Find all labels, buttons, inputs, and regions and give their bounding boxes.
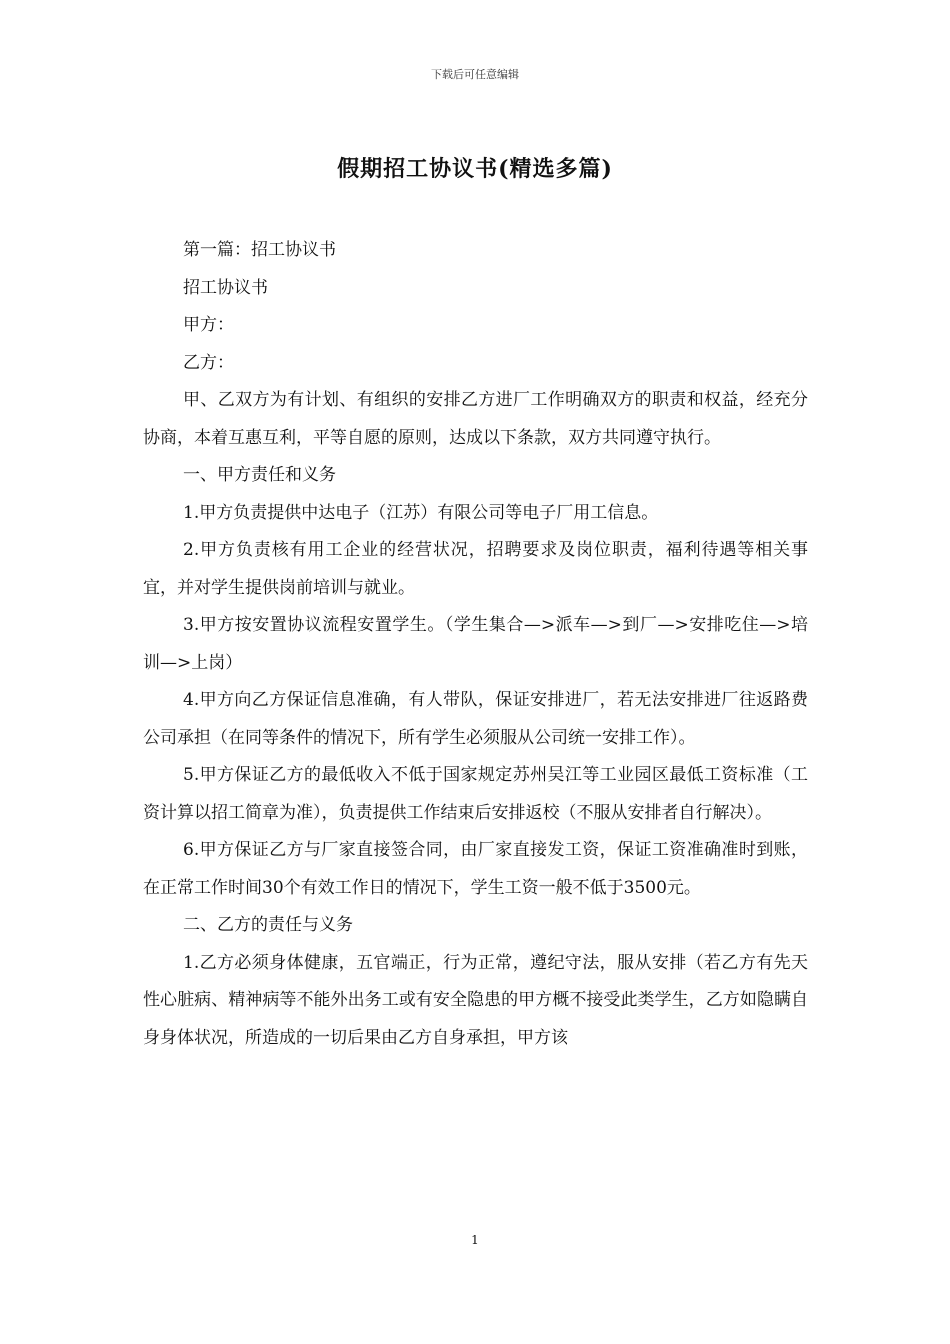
- document-body: [143, 232, 808, 1057]
- page-number: 1: [471, 1233, 479, 1247]
- paragraph: 1.乙方必须身体健康，五官端正，行为正常，遵纪守法，服从安排（若乙方有先天性心脏病、精神病等不能外出务工或有安全隐患的甲方概不接受此类学生，乙方如隐瞒自身身体状况，所造成的一切后果由乙方自身承担，甲方该: [143, 952, 808, 1048]
- paragraph: 1.甲方负责提供中达电子（江苏）有限公司等电子厂用工信息。: [183, 502, 659, 523]
- header-note: 下载后可任意编辑: [431, 68, 519, 81]
- paragraph: 乙方：: [183, 352, 234, 373]
- document-title: 假期招工协议书(精选多篇): [337, 156, 613, 182]
- paragraph: 招工协议书: [183, 277, 268, 298]
- paragraph: 第一篇：招工协议书: [183, 240, 336, 260]
- paragraph: 甲方：: [183, 315, 234, 335]
- paragraph: 3.甲方按安置协议流程安置学生。（学生集合—>派车—>到厂—>安排吃住—>培训—>上岗）: [143, 615, 808, 673]
- paragraph: 4.甲方向乙方保证信息准确，有人带队，保证安排进厂，若无法安排进厂往返路费公司承担（在同等条件的情况下，所有学生必须服从公司统一安排工作）。: [143, 690, 808, 748]
- paragraph: 6.甲方保证乙方与厂家直接签合同，由厂家直接发工资，保证工资准确准时到账，在正常工作时间30个有效工作日的情况下，学生工资一般不低于3500元。: [143, 840, 808, 898]
- paragraph: 甲、乙双方为有计划、有组织的安排乙方进厂工作明确双方的职责和权益，经充分协商，本着互惠互利，平等自愿的原则，达成以下条款，双方共同遵守执行。: [143, 390, 808, 448]
- section-heading: 一、甲方责任和义务: [183, 465, 336, 485]
- paragraph: 5.甲方保证乙方的最低收入不低于国家规定苏州吴江等工业园区最低工资标准（工资计算以招工简章为准），负责提供工作结束后安排返校（不服从安排者自行解决）。: [143, 765, 808, 823]
- paragraph: 2.甲方负责核有用工企业的经营状况，招聘要求及岗位职责，福利待遇等相关事宜，并对学生提供岗前培训与就业。: [143, 540, 808, 598]
- section-heading: 二、乙方的责任与义务: [183, 915, 353, 935]
